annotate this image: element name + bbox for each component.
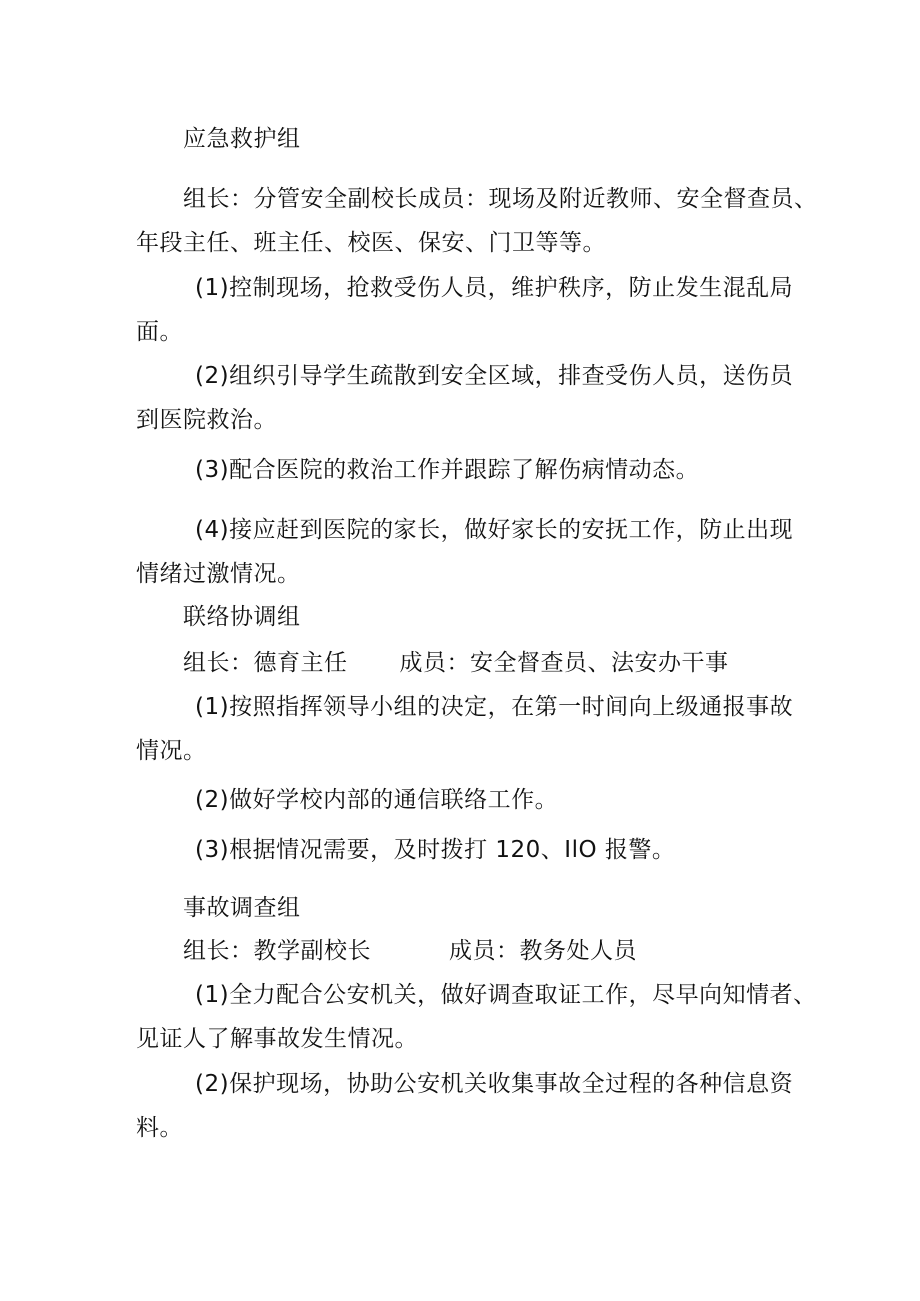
investigation-leader-line [183,936,637,966]
rescue-leader-line-2: 年段主任、班主任、校医、保安、门卫等等。 [136,230,606,256]
rescue-item-1-line-2: 面。 [136,319,183,345]
rescue-item-1-line-1: (1)控制现场，抢救受伤人员，维护秩序，防止发生混乱局 [195,275,794,301]
investigation-leader: 组长：教学副校长 [183,938,371,964]
liaison-members: 成员：安全督查员、法安办干事 [399,650,729,676]
liaison-leader-line [183,648,729,678]
investigation-item-1-line-1: (1)全力配合公安机关，做好调查取证工作，尽早向知情者、 [195,982,817,1008]
section-title-investigation: 事故调查组 [183,895,301,921]
rescue-item-4-line-1: (4)接应赶到医院的家长，做好家长的安抚工作，防止出现 [195,517,794,543]
liaison-item-1-line-2: 情况。 [136,738,207,764]
investigation-item-1-line-2: 见证人了解事故发生情况。 [136,1026,418,1052]
rescue-item-2-line-2: 到医院救治。 [136,407,277,433]
investigation-item-2-line-2: 料。 [136,1115,183,1141]
investigation-members: 成员：教务处人员 [449,938,637,964]
liaison-item-3: (3)根据情况需要，及时拨打 120、IlO 报警。 [195,837,676,863]
section-title-liaison: 联络协调组 [183,604,301,630]
liaison-item-2: (2)做好学校内部的通信联络工作。 [195,787,559,813]
rescue-leader-line-1: 组长：分管安全副校长成员：现场及附近教师、安全督查员、 [183,186,818,212]
liaison-item-1-line-1: (1)按照指挥领导小组的决定，在第一时间向上级通报事故 [195,694,794,720]
investigation-item-2-line-1: (2)保护现场，协助公安机关收集事故全过程的各种信息资 [195,1071,794,1097]
rescue-item-4-line-2: 情绪过激情况。 [136,561,301,587]
liaison-leader: 组长：德育主任 [183,650,348,676]
section-title-rescue: 应急救护组 [183,126,301,152]
rescue-item-2-line-1: (2)组织引导学生疏散到安全区域，排查受伤人员，送伤员 [195,363,794,389]
rescue-item-3: (3)配合医院的救治工作并跟踪了解伤病情动态。 [195,457,700,483]
